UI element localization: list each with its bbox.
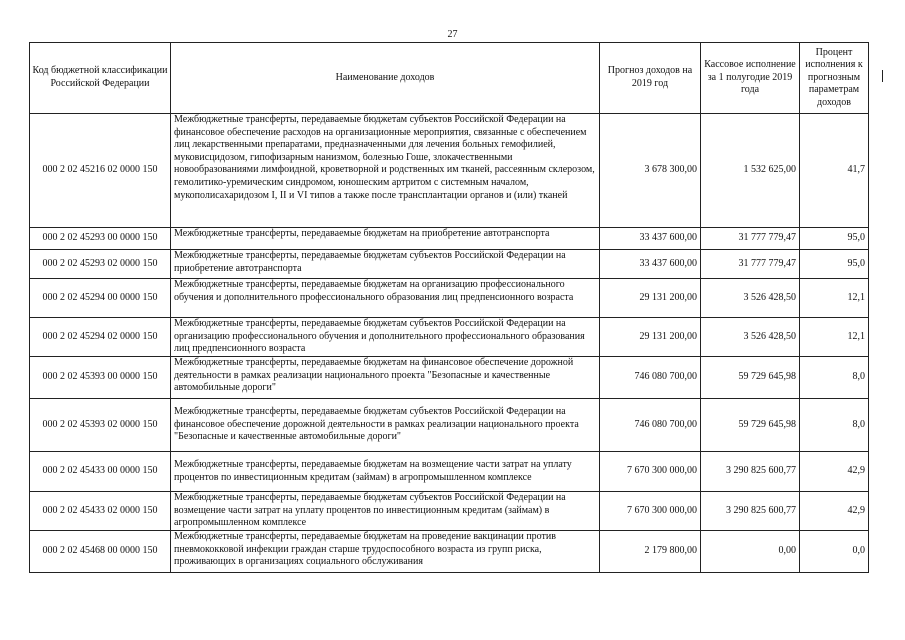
row-code: 000 2 02 45393 00 0000 150 [30,357,171,399]
row-percent: 0,0 [800,531,869,573]
table-row [30,279,869,318]
row-percent: 8,0 [800,357,869,399]
row-forecast: 7 670 300 000,00 [600,492,701,531]
row-forecast: 746 080 700,00 [600,357,701,399]
row-name: Межбюджетные трансферты, передаваемые бюджетам субъектов Российской Федерации на организацию профессионального обучения и дополнительного профессионального образования лиц предпенсионного возраста [171,318,600,357]
header-percent: Процент исполнения к прогнозным параметрам доходов [800,43,869,114]
row-code: 000 2 02 45216 02 0000 150 [30,114,171,228]
table-row [30,250,869,279]
header-actual: Кассовое исполнение за 1 полугодие 2019 года [701,43,800,114]
row-actual: 3 290 825 600,77 [701,492,800,531]
page-number: 27 [447,29,458,40]
row-actual: 3 526 428,50 [701,279,800,318]
row-percent: 42,9 [800,492,869,531]
row-percent: 42,9 [800,452,869,492]
row-name: Межбюджетные трансферты, передаваемые бюджетам на приобретение автотранспорта [171,228,600,250]
row-forecast: 29 131 200,00 [600,279,701,318]
header-code: Код бюджетной классификации Российской Федерации [30,43,171,114]
row-code: 000 2 02 45393 02 0000 150 [30,399,171,452]
row-forecast: 33 437 600,00 [600,228,701,250]
row-code: 000 2 02 45294 00 0000 150 [30,279,171,318]
row-forecast: 29 131 200,00 [600,318,701,357]
row-percent: 12,1 [800,279,869,318]
row-name: Межбюджетные трансферты, передаваемые бюджетам субъектов Российской Федерации на приобретение автотранспорта [171,250,600,279]
table-row [30,318,869,357]
row-percent: 41,7 [800,114,869,228]
row-percent: 8,0 [800,399,869,452]
table-row [30,114,869,228]
header-name: Наименование доходов [171,43,600,114]
row-code: 000 2 02 45294 02 0000 150 [30,318,171,357]
row-actual: 3 290 825 600,77 [701,452,800,492]
margin-mark [882,70,883,82]
row-name: Межбюджетные трансферты, передаваемые бюджетам на организацию профессионального обучения и дополнительного профессионального образования лиц предпенсионного возраста [171,279,600,318]
header-forecast: Прогноз доходов на 2019 год [600,43,701,114]
table-row [30,531,869,573]
table-row [30,357,869,399]
row-actual: 59 729 645,98 [701,357,800,399]
table-row [30,492,869,531]
row-actual: 59 729 645,98 [701,399,800,452]
row-percent: 95,0 [800,228,869,250]
row-name: Межбюджетные трансферты, передаваемые бюджетам субъектов Российской Федерации на финансовое обеспечение дорожной деятельности в рамках реализации национального проекта "Безопасные и качественные автомобильные дороги" [171,399,600,452]
row-name: Межбюджетные трансферты, передаваемые бюджетам субъектов Российской Федерации на финансовое обеспечение расходов на организационные мероприятия, связанные с обеспечением лиц лекарственными препаратами, предназначенными для лечения больных гемофилией, муковисцидозом, гипофизарным нанизмом, болезнью Гоше, злокачественными новообразованиями лимфоидной, кроветворной и родственных им тканей, рассеянным склерозом, гемолитико-уремическим синдромом, юношеским артритом с системным началом, мукополисахаридозом I, II и VI типов а также после трансплантации органов и (или) тканей [171,114,600,228]
table-header-row [30,43,869,114]
row-name: Межбюджетные трансферты, передаваемые бюджетам на финансовое обеспечение дорожной деятельности в рамках реализации национального проекта "Безопасные и качественные автомобильные дороги" [171,357,600,399]
row-name: Межбюджетные трансферты, передаваемые бюджетам на возмещение части затрат на уплату процентов по инвестиционным кредитам (займам) в агропромышленном комплексе [171,452,600,492]
table-row [30,452,869,492]
row-actual: 1 532 625,00 [701,114,800,228]
row-actual: 31 777 779,47 [701,228,800,250]
row-percent: 95,0 [800,250,869,279]
row-forecast: 3 678 300,00 [600,114,701,228]
row-code: 000 2 02 45433 00 0000 150 [30,452,171,492]
row-actual: 3 526 428,50 [701,318,800,357]
row-forecast: 33 437 600,00 [600,250,701,279]
row-code: 000 2 02 45293 00 0000 150 [30,228,171,250]
row-code: 000 2 02 45433 02 0000 150 [30,492,171,531]
row-forecast: 746 080 700,00 [600,399,701,452]
table-row [30,399,869,452]
revenue-table [29,42,869,573]
row-forecast: 2 179 800,00 [600,531,701,573]
row-forecast: 7 670 300 000,00 [600,452,701,492]
table-row [30,228,869,250]
row-code: 000 2 02 45468 00 0000 150 [30,531,171,573]
row-name: Межбюджетные трансферты, передаваемые бюджетам на проведение вакцинации против пневмококковой инфекции граждан старше трудоспособного возраста из групп риска, проживающих в организациях социального обслуживания [171,531,600,573]
row-actual: 31 777 779,47 [701,250,800,279]
row-code: 000 2 02 45293 02 0000 150 [30,250,171,279]
row-name: Межбюджетные трансферты, передаваемые бюджетам субъектов Российской Федерации на возмещение части затрат на уплату процентов по инвестиционным кредитам (займам) в агропромышленном комплексе [171,492,600,531]
row-percent: 12,1 [800,318,869,357]
row-actual: 0,00 [701,531,800,573]
